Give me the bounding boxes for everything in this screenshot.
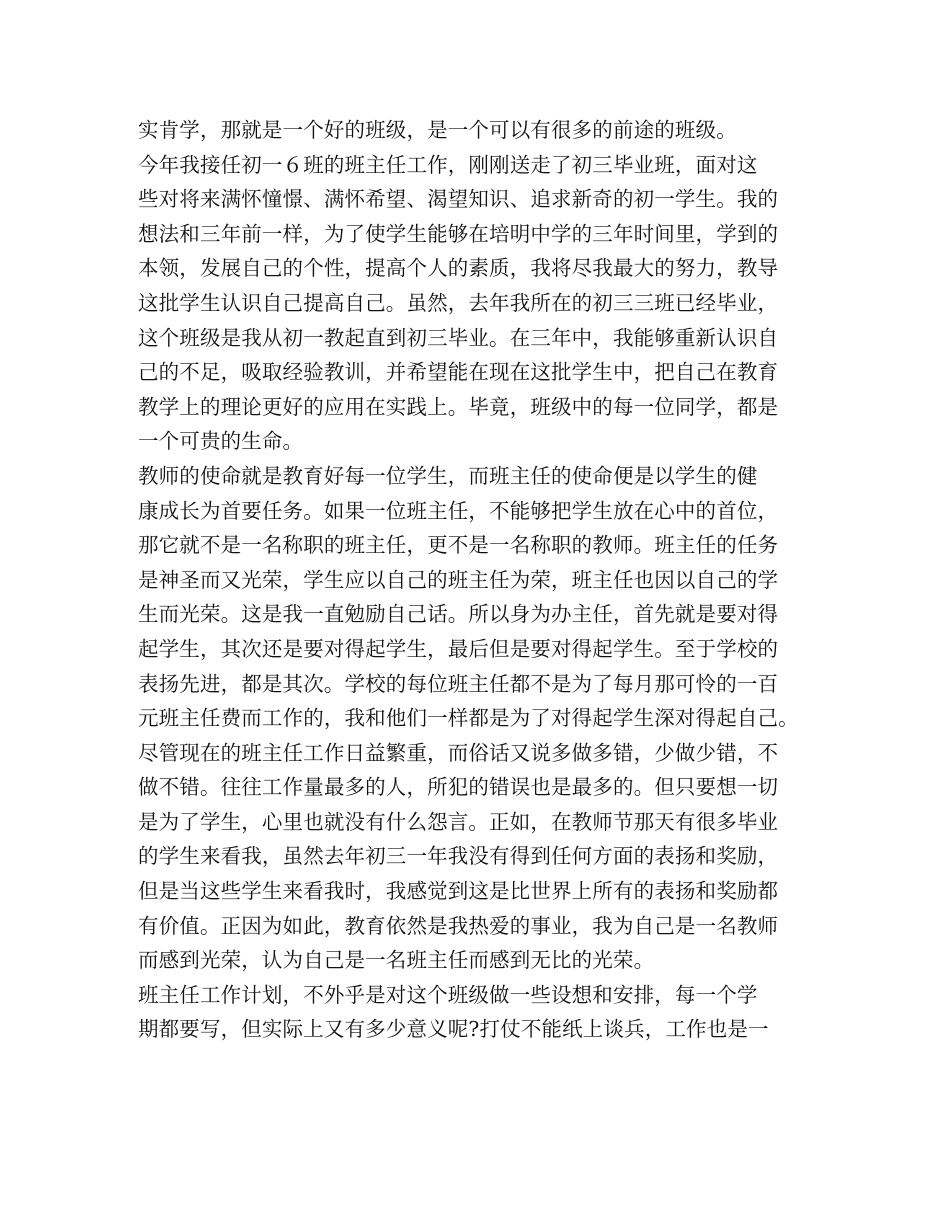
text-line: 康成长为首要任务。如果一位班主任，不能够把学生放在心中的首位， bbox=[138, 498, 779, 523]
text-line: 教师的使命就是教育好每一位学生，而班主任的使命便是以学生的健 bbox=[138, 463, 758, 488]
text-line: 生而光荣。这是我一直勉励自己话。所以身为办主任，首先就是要对得 bbox=[138, 602, 779, 627]
text-line: 本领，发展自己的个性，提高个人的素质，我将尽我最大的努力，教导 bbox=[138, 256, 779, 281]
text-line: 己的不足，吸取经验教训，并希望能在现在这批学生中，把自己在教育 bbox=[138, 360, 779, 385]
text-line: 教学上的理论更好的应用在实践上。毕竟，班级中的每一位同学，都是 bbox=[138, 394, 779, 419]
text-line: 是为了学生，心里也就没有什么怨言。正如，在教师节那天有很多毕业 bbox=[138, 809, 779, 834]
text-line: 而感到光荣，认为自己是一名班主任而感到无比的光荣。 bbox=[138, 948, 655, 973]
text-line: 做不错。往往工作量最多的人，所犯的错误也是最多的。但只要想一切 bbox=[138, 775, 779, 800]
text-line: 但是当这些学生来看我时，我感觉到这是比世界上所有的表扬和奖励都 bbox=[138, 879, 779, 904]
text-line: 些对将来满怀憧憬、满怀希望、渴望知识、追求新奇的初一学生。我的 bbox=[138, 187, 779, 212]
text-line: 是神圣而又光荣，学生应以自己的班主任为荣，班主任也因以自己的学 bbox=[138, 567, 779, 592]
text-line: 表扬先进，都是其次。学校的每位班主任都不是为了每月那可怜的一百 bbox=[138, 671, 779, 696]
text-line: 期都要写，但实际上又有多少意义呢?打仗不能纸上谈兵，工作也是一 bbox=[138, 1017, 769, 1042]
text-line: 一个可贵的生命。 bbox=[138, 429, 304, 454]
text-line: 这个班级是我从初一教起直到初三毕业。在三年中，我能够重新认识自 bbox=[138, 325, 779, 350]
text-line: 班主任工作计划，不外乎是对这个班级做一些设想和安排，每一个学 bbox=[138, 982, 758, 1007]
text-line: 尽管现在的班主任工作日益繁重，而俗话又说多做多错，少做少错，不 bbox=[138, 740, 779, 765]
text-line: 想法和三年前一样，为了使学生能够在培明中学的三年时间里，学到的 bbox=[138, 221, 779, 246]
text-line: 那它就不是一名称职的班主任，更不是一名称职的教师。班主任的任务 bbox=[138, 533, 779, 558]
text-line: 有价值。正因为如此，教育依然是我热爱的事业，我为自己是一名教师 bbox=[138, 913, 779, 938]
text-line: 实肯学，那就是一个好的班级，是一个可以有很多的前途的班级。 bbox=[138, 118, 737, 142]
text-line: 的学生来看我，虽然去年初三一年我没有得到任何方面的表扬和奖励， bbox=[138, 844, 779, 869]
text-line: 元班主任费而工作的，我和他们一样都是为了对得起学生深对得起自己。 bbox=[138, 706, 799, 731]
text-line: 今年我接任初一６班的班主任工作，刚刚送走了初三毕业班，面对这 bbox=[138, 152, 758, 177]
text-line: 起学生，其次还是要对得起学生，最后但是要对得起学生。至于学校的 bbox=[138, 636, 779, 661]
document-body bbox=[138, 113, 818, 1047]
text-line: 这批学生认识自己提高自己。虽然，去年我所在的初三三班已经毕业， bbox=[138, 290, 779, 315]
